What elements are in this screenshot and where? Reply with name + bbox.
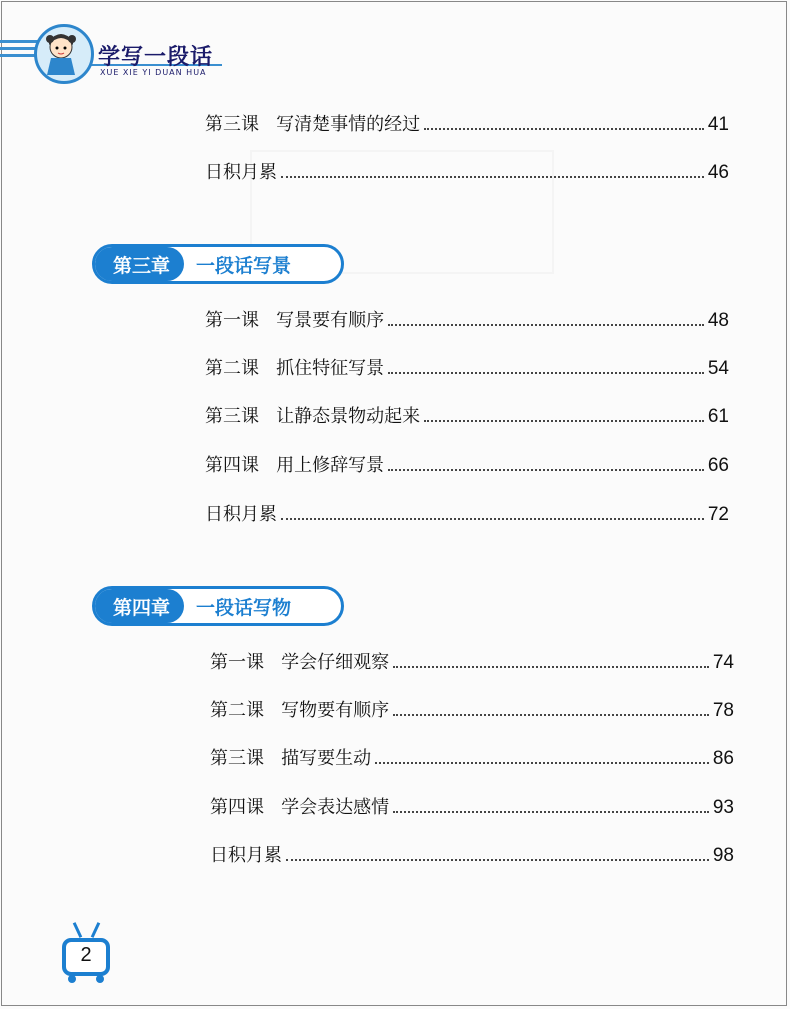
chapter-title: 一段话写景 (196, 254, 292, 277)
dot-leader (375, 762, 709, 764)
tv-leg (68, 975, 76, 983)
dot-leader (388, 324, 704, 326)
chapter-label: 第三章 (95, 247, 184, 281)
toc-entry[interactable] (205, 302, 729, 332)
tv-icon (62, 938, 110, 976)
toc-entry[interactable] (205, 496, 729, 526)
toc-entry[interactable] (205, 350, 729, 380)
toc-entry[interactable] (210, 692, 734, 722)
page-ref: 54 (707, 358, 729, 379)
toc-entry[interactable] (210, 837, 734, 867)
dot-leader (388, 469, 704, 471)
dot-leader (393, 811, 709, 813)
page-ref: 48 (707, 310, 729, 331)
toc-entry[interactable] (210, 644, 734, 674)
page-ref: 74 (712, 652, 734, 673)
chapter-banner[interactable] (92, 244, 344, 284)
dot-leader (393, 714, 709, 716)
header-title: 学写一段话 (98, 44, 214, 70)
toc-entry[interactable] (210, 740, 734, 770)
dot-leader (286, 859, 709, 861)
chapter-banner[interactable] (92, 586, 344, 626)
page-ref: 46 (707, 162, 729, 183)
lesson-title: 第三课 让静态景物动起来 (205, 406, 421, 427)
toc-entry[interactable] (205, 106, 729, 136)
dot-leader (424, 128, 704, 130)
toc-entry[interactable] (205, 447, 729, 477)
cartoon-girl-icon (34, 24, 94, 84)
lesson-title: 第二课 写物要有顺序 (210, 700, 390, 721)
tv-leg (96, 975, 104, 983)
lesson-title: 第四课 用上修辞写景 (205, 455, 385, 476)
page-ref: 93 (712, 797, 734, 818)
lesson-title: 第三课 写清楚事情的经过 (205, 114, 421, 135)
lesson-title: 日积月累 (210, 845, 282, 866)
dot-leader (424, 420, 704, 422)
lesson-title: 第一课 学会仔细观察 (210, 652, 390, 673)
lesson-title: 第三课 描写要生动 (210, 748, 372, 769)
dot-leader (281, 176, 704, 178)
dot-leader (388, 372, 704, 374)
chapter-label: 第四章 (95, 589, 184, 623)
toc-entry[interactable] (205, 154, 729, 184)
lesson-title: 第二课 抓住特征写景 (205, 358, 385, 379)
toc-entry[interactable] (205, 398, 729, 428)
page-ref: 66 (707, 455, 729, 476)
page-ref: 72 (707, 504, 729, 525)
lesson-title: 第一课 写景要有顺序 (205, 310, 385, 331)
page-ref: 78 (712, 700, 734, 721)
lesson-title: 日积月累 (205, 504, 277, 525)
page-ref: 86 (712, 748, 734, 769)
lesson-title: 第四课 学会表达感情 (210, 797, 390, 818)
toc-entry[interactable] (210, 789, 734, 819)
chapter-title: 一段话写物 (196, 596, 292, 619)
page-ref: 98 (712, 845, 734, 866)
page-ref: 41 (707, 114, 729, 135)
page-ref: 61 (707, 406, 729, 427)
lesson-title: 日积月累 (205, 162, 277, 183)
dot-leader (281, 518, 704, 520)
dot-leader (393, 666, 709, 668)
header-subtitle: XUE XIE YI DUAN HUA (100, 68, 207, 77)
page-number: 2 (80, 944, 92, 966)
